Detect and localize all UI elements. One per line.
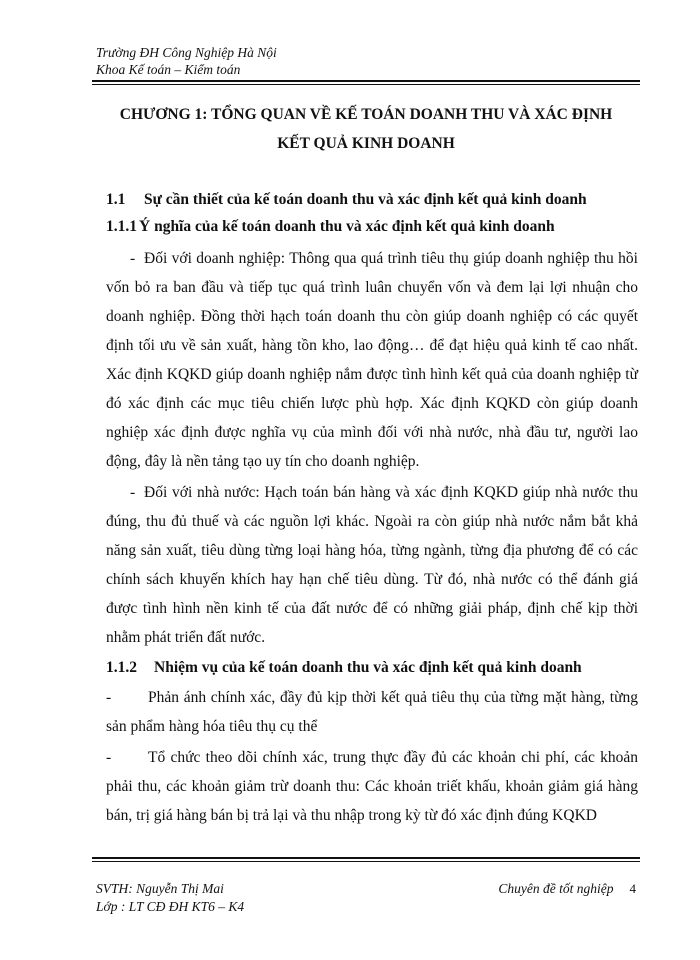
section-title: Ý nghĩa của kế toán doanh thu và xác định kết quả kinh doanh — [139, 218, 555, 235]
header-faculty: Khoa Kế toán – Kiểm toán — [96, 62, 241, 77]
paragraph-nhiem-vu-1 — [106, 683, 638, 741]
bullet-dash: - — [130, 484, 136, 501]
paragraph-text: Tổ chức theo dõi chính xác, trung thực đầy đủ các khoản chi phí, các khoản phải thu, các khoản giảm trừ doanh thu: Các khoản triết khấu, khoản giảm giá hàng bán, trị giá hàng bán bị trả lại và thu nhập trong kỳ từ đó xác định đúng KQKD — [106, 749, 638, 824]
section-title: Nhiệm vụ của kế toán doanh thu và xác định kết quả kinh doanh — [154, 659, 582, 676]
header-school: Trường ĐH Công Nghiệp Hà Nội — [96, 45, 277, 60]
paragraph-text: Đối với doanh nghiệp: Thông qua quá trình tiêu thụ giúp doanh nghiệp thu hồi vốn bỏ ra ban đầu và tiếp tục quá trình luân chuyển vốn và đem lại lợi nhuận cho doanh nghiệp. Đồng thời hạch toán doanh thu còn giúp doanh nghiệp có các quyết định tối ưu về sản xuất, hàng tồn kho, lao động… để đạt hiệu quả kinh tế cao nhất. Xác định KQKD giúp doanh nghiệp nắm được tình hình kết quả của doanh nghiệp từ đó xác định các mục tiêu chiến lược phù hợp. Xác định KQKD còn giúp doanh nghiệp xác định được nghĩa vụ của mình đối với nhà nước, nhà đầu tư, người lao động, đây là nền tảng tạo uy tín cho doanh nghiệp. — [106, 250, 638, 470]
chapter-title-line-2: KẾT QUẢ KINH DOANH — [277, 135, 455, 152]
chapter-title — [92, 100, 640, 158]
paragraph-nha-nuoc — [106, 478, 638, 652]
paragraph-nhiem-vu-2 — [106, 743, 638, 830]
footer-class: Lớp : LT CĐ ĐH KT6 – K4 — [96, 899, 245, 914]
footer-rule — [92, 857, 640, 862]
paragraph-doanh-nghiep — [106, 244, 638, 476]
section-number: 1.1.2 — [106, 659, 137, 676]
footer-doc-type: Chuyên đề tốt nghiệp — [498, 881, 614, 896]
bullet-dash: - — [106, 749, 112, 766]
section-heading-1-1-1 — [106, 213, 638, 240]
section-heading-1-1 — [106, 186, 638, 213]
document-body — [106, 186, 638, 830]
bullet-dash: - — [130, 250, 136, 267]
section-title: Sự cần thiết của kế toán doanh thu và xác định kết quả kinh doanh — [144, 191, 587, 208]
section-number: 1.1.1 — [106, 218, 137, 235]
bullet-dash: - — [106, 689, 112, 706]
section-number: 1.1 — [106, 191, 126, 208]
footer-right — [498, 880, 636, 898]
paragraph-text: Phản ánh chính xác, đầy đủ kịp thời kết quả tiêu thụ của từng mặt hàng, từng sản phẩm hàng hóa tiêu thụ cụ thể — [106, 689, 638, 735]
paragraph-text: Đối với nhà nước: Hạch toán bán hàng và xác định KQKD giúp nhà nước thu đúng, thu đủ thuế và các nguồn lợi khác. Ngoài ra còn giúp nhà nước nắm bắt khả năng sản xuất, tiêu dùng từng loại hàng hóa, từng ngành, từng địa phương để có các chính sách khuyến khích hay hạn chế tiêu dùng. Từ đó, nhà nước có thể đánh giá được tình hình nền kinh tế của đất nước để có những giải pháp, định chế kịp thời nhằm phát triển đất nước. — [106, 484, 638, 646]
page-number: 4 — [629, 881, 636, 896]
section-heading-1-1-2 — [106, 654, 638, 681]
page-footer — [96, 880, 636, 916]
header-rule — [92, 80, 640, 85]
page-header — [96, 44, 636, 78]
chapter-title-line-1: CHƯƠNG 1: TỔNG QUAN VỀ KẾ TOÁN DOANH THU VÀ XÁC ĐỊNH — [119, 106, 613, 123]
footer-student: SVTH: Nguyễn Thị Mai — [96, 881, 224, 896]
